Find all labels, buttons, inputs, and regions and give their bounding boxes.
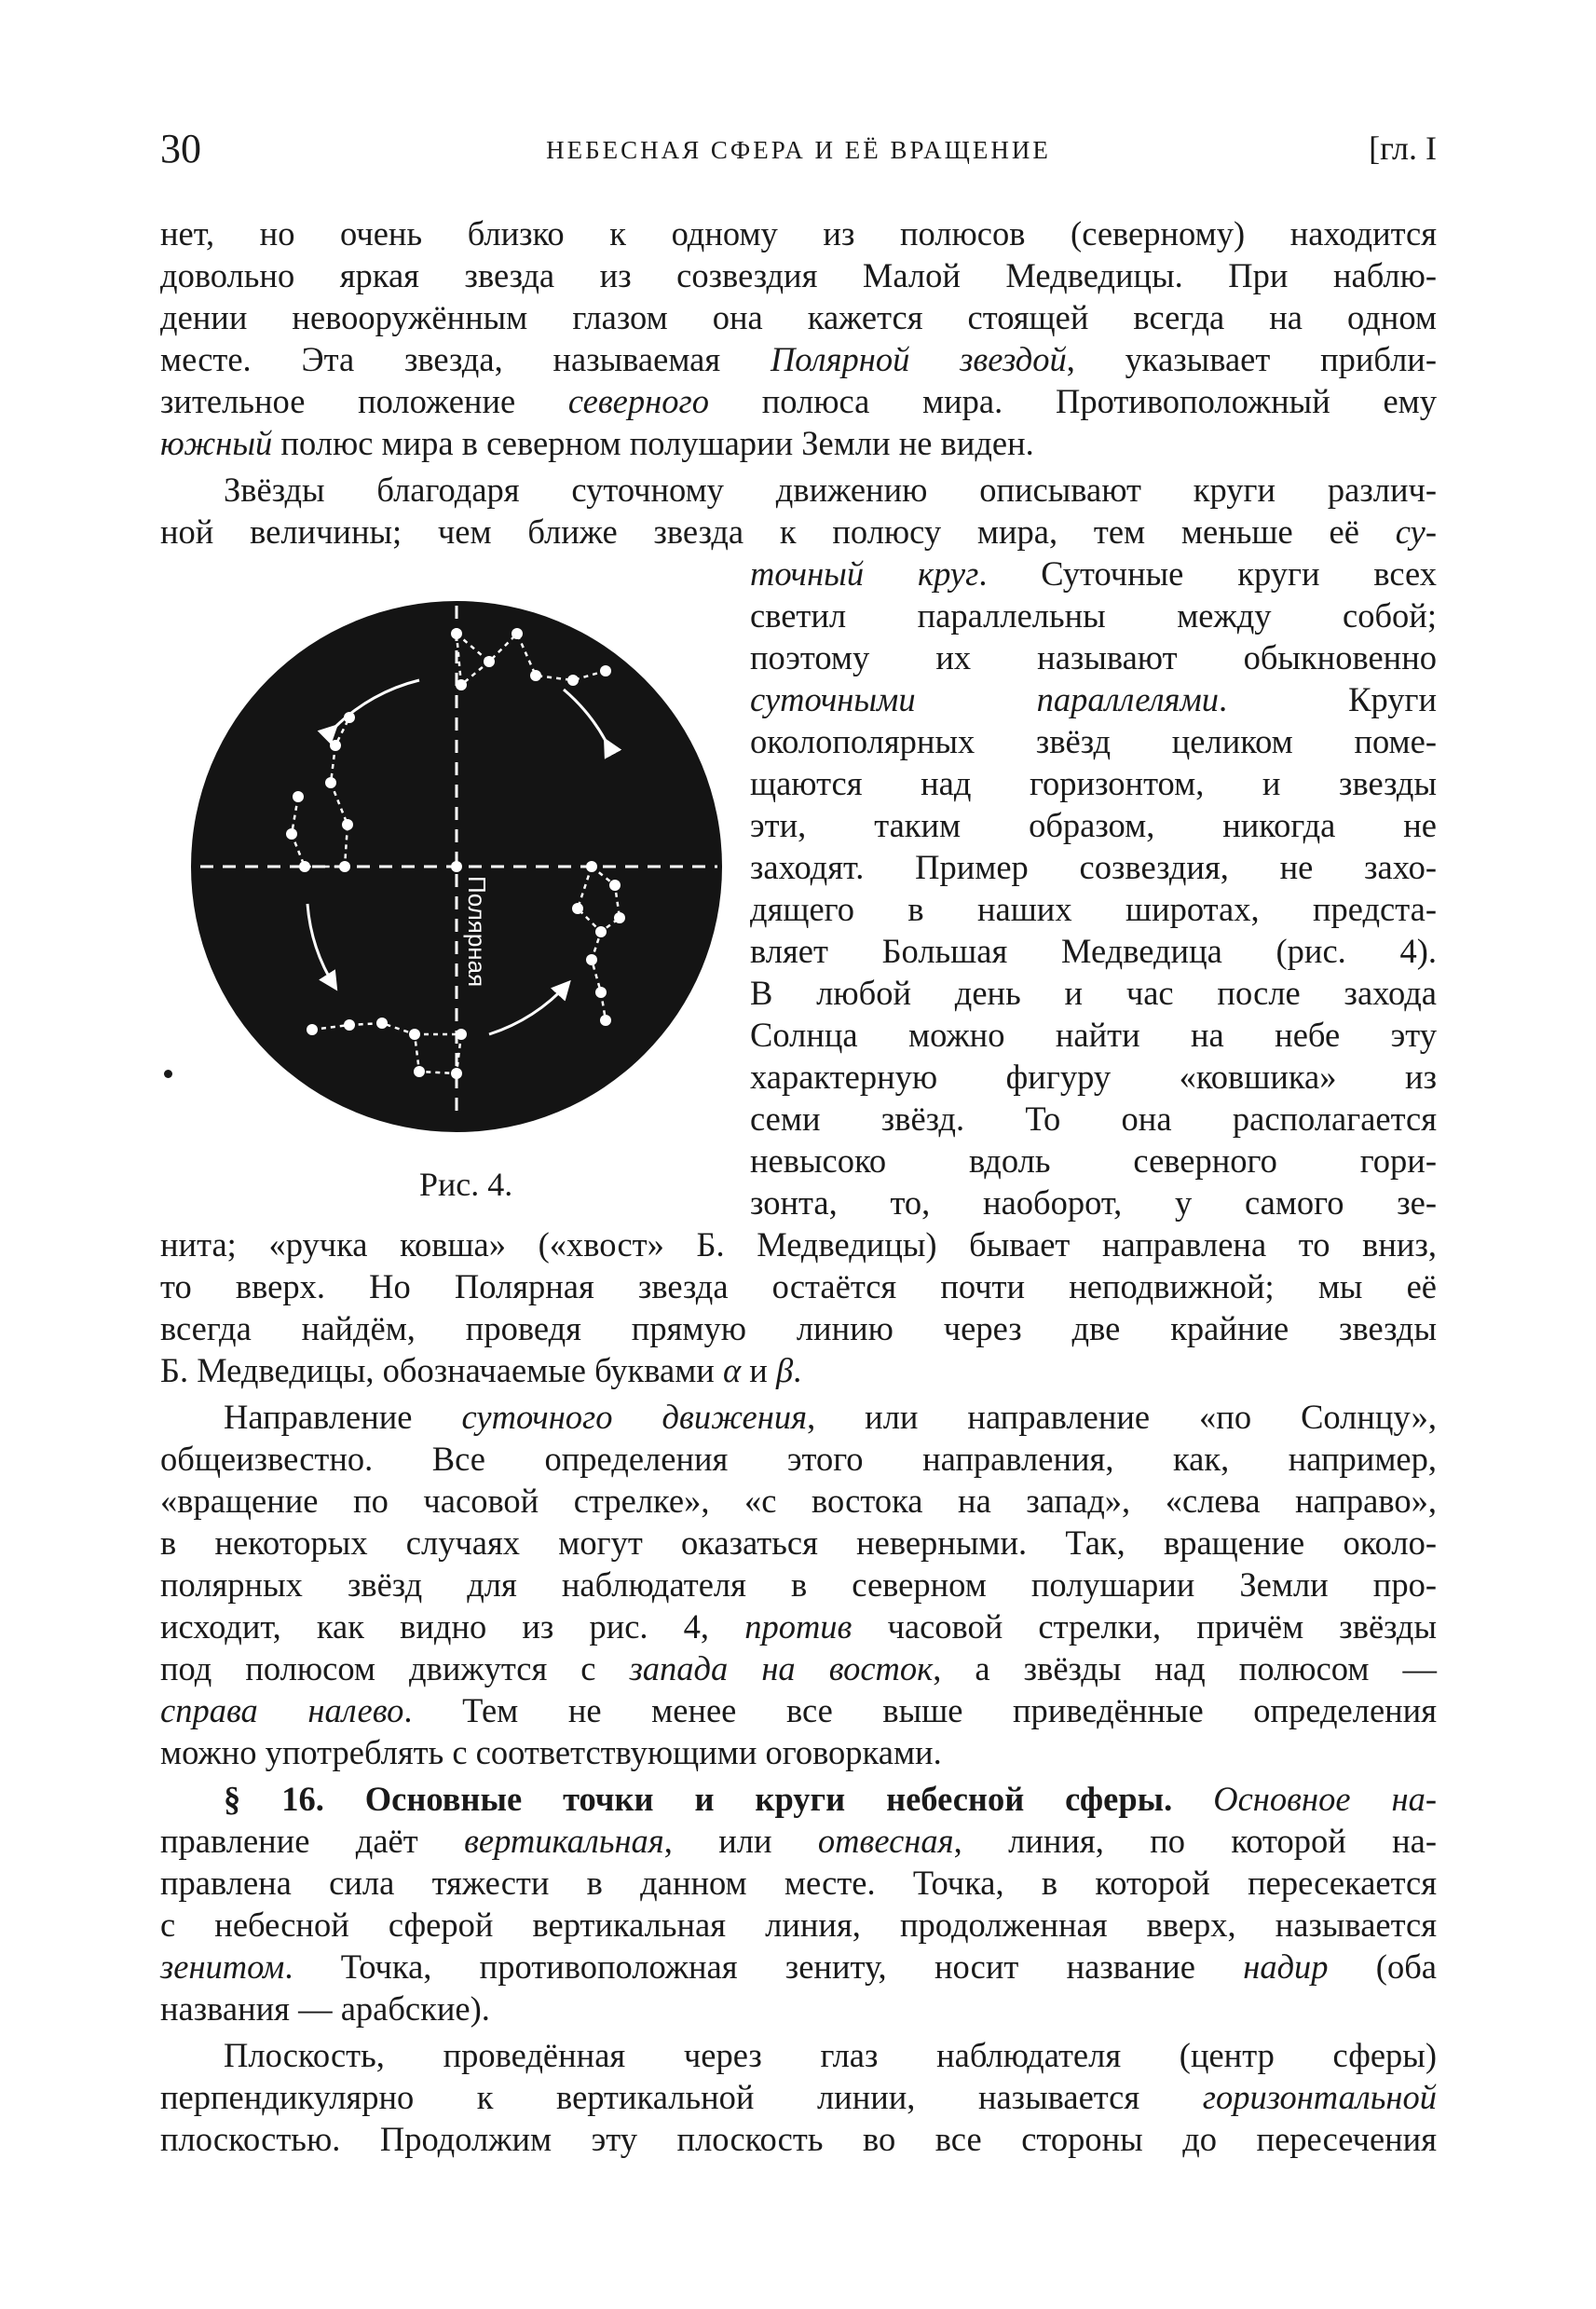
text-line: полярных звёзд для наблюдателя в северном полушарии Земли про- xyxy=(160,1565,1437,1604)
emphasized-term: зенитом xyxy=(160,1947,285,1986)
emphasized-term: горизонтальной xyxy=(1202,2078,1437,2116)
text-line: южный полюс мира в северном полушарии Земли не виден. xyxy=(160,424,1034,462)
text-line: Звёзды благодаря суточному движению описывают круги различ- xyxy=(224,471,1437,509)
emphasized-term: Полярной звездой xyxy=(770,340,1067,378)
text-line: суточными параллелями. Круги xyxy=(750,680,1437,718)
text-line: правлена сила тяжести в данном месте. Точка, в которой пересекается xyxy=(160,1864,1437,1902)
chapter-label: [гл. I xyxy=(1369,130,1437,167)
text-line: довольно яркая звезда из созвездия Малой Медведицы. При наблю- xyxy=(160,256,1437,294)
text-line: Плоскость, проведённая через глаз наблюдателя (центр сферы) xyxy=(224,2036,1437,2074)
text-line: с небесной сферой вертикальная линия, продолженная вверх, называется xyxy=(160,1906,1437,1944)
text-line: зительное положение северного полюса мира. Противоположный ему xyxy=(160,382,1437,420)
emphasized-term: точный круг xyxy=(750,554,979,593)
running-title: НЕБЕСНАЯ СФЕРА И ЕЁ ВРАЩЕНИЕ xyxy=(546,136,1051,164)
text-line: дящего в наших широтах, предста- xyxy=(750,890,1437,928)
text-line: точный круг. Суточные круги всех xyxy=(750,554,1438,593)
text-line: вляет Большая Медведица (рис. 4). xyxy=(750,932,1437,970)
text-line: зенитом. Точка, противоположная зениту, носит название надир (оба xyxy=(160,1947,1437,1986)
page-header xyxy=(160,125,1437,181)
section-heading-line xyxy=(160,1778,1437,1820)
text-line: нет, но очень близко к одному из полюсов (северному) находится xyxy=(160,214,1437,253)
text-line: характерную фигуру «ковшика» из xyxy=(750,1058,1437,1096)
page-number: 30 xyxy=(160,126,201,171)
text-line: исходит, как видно из рис. 4, против часовой стрелки, причём звёзды xyxy=(160,1607,1438,1646)
text-line: Направление суточного движения, или направление «по Солнцу», xyxy=(224,1398,1437,1436)
text-line: невысоко вдоль северного гори- xyxy=(750,1141,1437,1180)
emphasized-term: вертикальная xyxy=(464,1822,664,1860)
figure-4 xyxy=(182,596,731,1137)
text-line: всегда найдём, проведя прямую линию через две крайние звезды xyxy=(160,1309,1437,1347)
text-line: Б. Медведицы, обозначаемые буквами α и β. xyxy=(160,1351,802,1389)
emphasized-term: южный xyxy=(160,424,273,462)
text-line: названия — арабские). xyxy=(160,1989,490,2028)
emphasized-term: Основное на- xyxy=(1172,1780,1437,1818)
text-line: семи звёзд. То она располагается xyxy=(750,1100,1437,1138)
text-line: дении невооружённым глазом она кажется стоящей всегда на одном xyxy=(160,298,1437,336)
text-line: щаются над горизонтом, и звезды xyxy=(750,764,1437,802)
emphasized-term: надир xyxy=(1243,1947,1329,1986)
emphasized-term: β xyxy=(775,1351,794,1389)
text-line: поэтому их называют обыкновенно xyxy=(750,638,1437,676)
emphasized-term: су- xyxy=(1395,512,1437,551)
text-line: перпендикулярно к вертикальной линии, называется горизонтальной xyxy=(160,2078,1437,2116)
text-line: под полюсом движутся с запада на восток, а звёзды над полюсом — xyxy=(160,1649,1437,1687)
emphasized-term: против xyxy=(744,1607,853,1646)
figure-caption: Рис. 4. xyxy=(419,1166,513,1203)
text-line: справа налево. Тем не менее все выше приведённые определения xyxy=(160,1691,1438,1729)
text-line: можно употреблять с соответствующими оговорками. xyxy=(160,1733,942,1771)
emphasized-term: северного xyxy=(567,382,709,420)
text-line: В любой день и час после захода xyxy=(750,974,1437,1012)
print-speck xyxy=(164,1070,172,1078)
text-line: Солнца можно найти на небе эту xyxy=(750,1016,1437,1054)
text-line: нита; «ручка ковша» («хвост» Б. Медведицы) бывает направлена то вниз, xyxy=(160,1225,1437,1264)
emphasized-term: суточного движения xyxy=(461,1398,808,1436)
star-chart-illustration xyxy=(182,596,731,1137)
emphasized-term: отвесная xyxy=(817,1822,954,1860)
text-line: месте. Эта звезда, называемая Полярной звездой, указывает прибли- xyxy=(160,340,1437,378)
emphasized-term: запада на восток xyxy=(629,1649,934,1687)
text-line: то вверх. Но Полярная звезда остаётся почти неподвижной; мы её xyxy=(160,1267,1437,1305)
text-line: правление даёт вертикальная, или отвесная, линия, по которой на- xyxy=(160,1822,1437,1860)
text-line: «вращение по часовой стрелке», «с востока на запад», «слева направо», xyxy=(160,1482,1437,1520)
emphasized-term: справа налево xyxy=(160,1691,404,1729)
pole-point xyxy=(451,861,462,872)
emphasized-term: суточными параллелями xyxy=(750,680,1220,718)
polaris-label: Полярная xyxy=(463,876,491,988)
text-line: светил параллельны между собой; xyxy=(750,596,1437,635)
text-line: в некоторых случаях могут оказаться неверными. Так, вращение около- xyxy=(160,1523,1437,1562)
text-line: плоскостью. Продолжим эту плоскость во все стороны до пересечения xyxy=(160,2120,1437,2158)
emphasized-term: α xyxy=(722,1351,742,1389)
section-heading: § 16. Основные точки и круги небесной сферы. xyxy=(224,1780,1173,1818)
text-line: эти, таким образом, никогда не xyxy=(750,806,1437,844)
text-line: зонта, то, наоборот, у самого зе- xyxy=(750,1183,1437,1222)
text-line: общеизвестно. Все определения этого направления, как, например, xyxy=(160,1440,1437,1478)
text-line: околополярных звёзд целиком поме- xyxy=(750,722,1437,760)
text-line: заходят. Пример созвездия, не захо- xyxy=(750,848,1437,886)
text-line: ной величины; чем ближе звезда к полюсу мира, тем меньше её су- xyxy=(160,512,1437,551)
